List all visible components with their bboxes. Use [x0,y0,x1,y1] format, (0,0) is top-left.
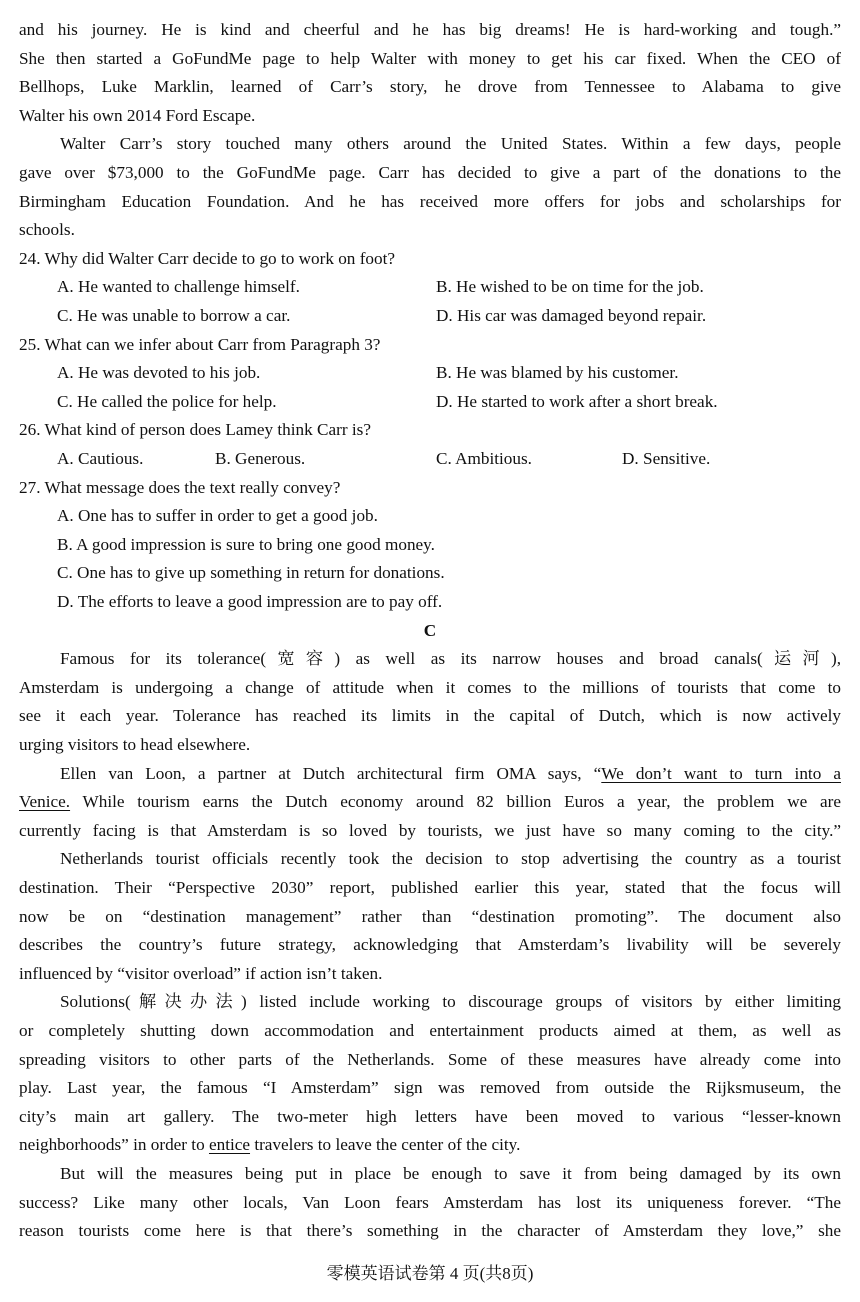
underlined-word: entice [208,1135,251,1155]
answer-option: D. He started to work after a short break. [436,391,718,411]
paragraph-line: urging visitors to head elsewhere. [19,735,251,754]
paragraph-line: see it each year. Tolerance has reached its limits in the capital of Dutch, which is now actively [19,706,841,726]
answer-option: D. Sensitive. [622,449,711,468]
page-footer: 零模英语试卷第 4 页(共8页) [326,1264,534,1283]
paragraph-line: reason tourists come here is that there’s something in the character of Amsterdam they love,” she [19,1221,841,1241]
answer-option: A. Cautious. [57,449,144,468]
answer-option: C. He called the police for help. [57,391,277,411]
answer-option: B. Generous. [215,449,306,468]
paragraph-line: and his journey. He is kind and cheerful and he has big dreams! He is hard-working and tough.” [19,20,841,39]
paragraph-line: She then started a GoFundMe page to help Walter with money to get his car fixed. When the CEO of [19,48,841,68]
paragraph-line: But will the measures being put in place be enough to save it from being damaged by its own [60,1164,841,1183]
answer-option: B. A good impression is sure to bring one good money. [57,534,435,554]
underlined-quote: We don’t want to turn into a [601,763,841,783]
answer-option: D. The efforts to leave a good impression are to pay off. [57,592,443,611]
answer-option: A. He wanted to challenge himself. [57,277,300,297]
paragraph-line: Netherlands tourist officials recently took the decision to stop advertising the country as a tourist [60,849,841,869]
paragraph-line: describes the country’s future strategy, acknowledging that Amsterdam’s livability will be severely [19,935,841,955]
answer-option: A. One has to suffer in order to get a good job. [57,506,378,526]
paragraph-line: destination. Their “Perspective 2030” report, published earlier this year, stated that the focus will [19,878,841,897]
paragraph-line [19,1131,520,1160]
quote-intro: Ellen van Loon, a partner at Dutch architectural firm OMA says, “ [60,763,602,783]
text-fragment: neighborhoods” in order to [19,1135,209,1155]
paragraph-line: Solutions(解决办法) listed include working to discourage groups of visitors by either limiting [60,992,841,1012]
text-fragment: travelers to leave the center of the city. [250,1135,521,1155]
paragraph-line: Walter his own 2014 Ford Escape. [19,105,256,125]
paragraph-line: now be on “destination management” rather than “destination promoting”. The document also [19,906,841,926]
paragraph-line: Bellhops, Luke Marklin, learned of Carr’s story, he drove from Tennessee to Alabama to give [19,77,841,97]
paragraph-line: Birmingham Education Foundation. And he has received more offers for jobs and scholarships for [19,191,841,211]
answer-option: C. One has to give up something in return for donations. [57,563,445,583]
paragraph-line: Famous for its tolerance(宽容) as well as its narrow houses and broad canals(运河), [60,649,841,669]
paragraph-line: or completely shutting down accommodation and entertainment products aimed at them, as well as [19,1021,841,1040]
question-stem: 27. What message does the text really convey? [19,477,341,497]
answer-option: D. His car was damaged beyond repair. [436,306,707,325]
paragraph-line: success? Like many other locals, Van Loon fears Amsterdam has lost its uniqueness forever. “The [19,1192,841,1212]
paragraph-line: gave over $73,000 to the GoFundMe page. Carr has decided to give a part of the donations to the [19,163,841,182]
paragraph-line: play. Last year, the famous “I Amsterdam” sign was removed from outside the Rijksmuseum, the [19,1078,841,1098]
paragraph-line: schools. [19,220,75,240]
answer-option: C. Ambitious. [436,449,532,468]
paragraph-line [19,788,841,817]
question-stem: 24. Why did Walter Carr decide to go to work on foot? [19,248,396,268]
question-stem: 26. What kind of person does Lamey think Carr is? [19,420,371,440]
paragraph-line: city’s main art gallery. The two-meter high letters have been moved to various “lesser-known [19,1106,841,1126]
paragraph-line [60,760,841,789]
paragraph-line: currently facing is that Amsterdam is so loved by tourists, we just have so many coming to the city.” [19,820,841,840]
quote-text: While tourism earns the Dutch economy around 82 billion Euros a year, the problem we are [70,792,841,812]
paragraph-line: Amsterdam is undergoing a change of attitude when it comes to the millions of tourists that come to [19,677,841,697]
answer-option: C. He was unable to borrow a car. [57,306,291,325]
paragraph-line: spreading visitors to other parts of the Netherlands. Some of these measures have already come into [19,1049,841,1069]
question-stem: 25. What can we infer about Carr from Paragraph 3? [19,334,381,354]
paragraph-line: Walter Carr’s story touched many others around the United States. Within a few days, people [60,134,841,154]
answer-option: B. He was blamed by his customer. [436,363,679,383]
answer-option: A. He was devoted to his job. [57,363,261,383]
section-heading: C [423,620,437,640]
underlined-quote: Venice. [19,792,71,812]
paragraph-line: influenced by “visitor overload” if action isn’t taken. [19,963,383,983]
answer-option: B. He wished to be on time for the job. [436,277,704,297]
